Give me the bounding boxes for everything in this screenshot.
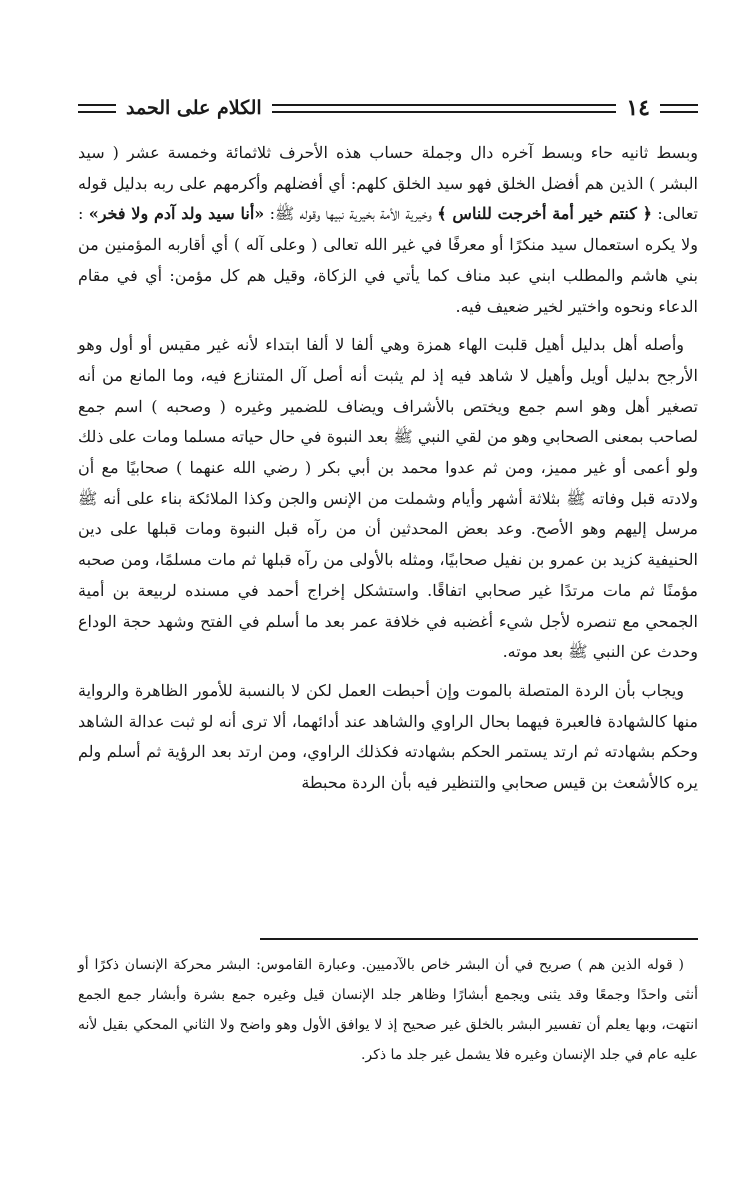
hadith-quote: «أنا سيد ولد آدم ولا فخر» xyxy=(88,204,265,224)
footnote-separator xyxy=(260,938,698,940)
running-title: الكلام على الحمد xyxy=(126,97,262,119)
quran-quote: ﴿ كنتم خير أمة أخرجت للناس ﴾ xyxy=(437,204,653,224)
paragraph-2: وأصله أهل بدليل أهيل قلبت الهاء همزة وهي ألفا لا ألفا ابتداء لأنه غير مقيس أو أول وهو الأرجح بدليل أويل وأهيل لا شاهد فيه إذ لم يثبت أنه أصل آل المتنازع فيه، وما المانع من أنه تصغير أهل وهو اسم جمع ويختص بالأشراف ويضاف للضمير وغيره ( وصحبه ) اسم جمع لصاحب بمعنى الصحابي وهو من لقي النبي ﷺ بعد النبوة في حال حياته مسلما ومات على ذلك ولو أعمى أو غير مميز، ومن ثم عدوا محمد بن أبي بكر ( رضي الله عنهما ) صحابيًا مع أن ولادته قبل وفاته ﷺ بثلاثة أشهر وأيام وشملت من الإنس والجن وكذا الملائكة بناء على أنه ﷺ مرسل إليهم وهو الأصح. وعد بعض المحدثين أن من رآه قبل النبوة ومات قبلها على دين الحنيفية كزيد بن عمرو بن نفيل صحابيًا، ومثله بالأولى من رآه قبلها ثم مات مسلمًا، ومن صحبه مؤمنًا ثم مات مرتدًا غير صحابي اتفاقًا. واستشكل إخراج أحمد في مسنده لربيعة بن أمية الجمحي مع تنصره لأجل شيء أغضبه في خلافة عمر بعد ما أسلم في الفتح وشهد حجة الوداع وحدث عن النبي ﷺ بعد موته. xyxy=(78,335,698,662)
paragraph-1-text-c: : ولا يكره استعمال سيد منكرًا أو معرفًا في غير الله تعالى ( وعلى آله ) أي أقاربه المؤمنين من بني هاشم والمطلب ابني عبد مناف كما يأتي في الزكاة، وقيل هم كل مؤمن: أي في مقام الدعاء ونحوه واختير لخير ضعيف فيه. xyxy=(78,204,698,316)
header-rule-right xyxy=(660,104,698,113)
paragraph-3: ويجاب بأن الردة المتصلة بالموت وإن أحبطت العمل لكن لا بالنسبة للأمور الظاهرة والرواية منها كالشهادة فالعبرة فيهما بحال الراوي والشاهد عند أدائهما، ألا ترى أنه لو ثبت عدالة الشاهد وحكم بشهادته ثم ارتد يستمر الحكم بشهادته فكذلك الراوي، ومن ارتد بعد الرؤية ثم أسلم ولم يره كالأشعث بن قيس صحابي والتنظير فيه بأن الردة محبطة xyxy=(78,680,698,793)
header-rule-middle xyxy=(272,104,617,113)
running-header xyxy=(78,92,698,124)
footnote-text: ( قوله الذين هم ) صريح في أن البشر خاص بالآدميين. وعبارة القاموس: البشر محركة الإنسان ذكرًا أو أنثى واحدًا وجمعًا وقد يثنى ويجمع أبشارًا وظاهر جلد الإنسان قيل وغيره جمع بشرة وأبشار جمع الجمع انتهت، وبها يعلم أن تفسير البشر بالخلق غير صحيح إذ لا يوافق الأول وهو واضح ولا الثاني المحكي بقيل لأنه عليه عام في جلد الإنسان وغيره فلا يشمل غير جلد ما ذكر. xyxy=(78,957,698,1063)
header-rule-left xyxy=(78,104,116,113)
paragraph-1-text-a: وبسط ثانيه حاء وبسط آخره دال وجملة حساب هذه الأحرف ثلاثمائة وخمسة عشر ( سيد البشر ) الذين هم أفضل الخلق فهو سيد الخلق كلهم: أي أفضلهم وأكرمهم على ربه بدليل قوله تعالى: xyxy=(78,143,699,224)
page-number: ١٤ xyxy=(626,95,650,121)
footnote xyxy=(78,950,698,1070)
paragraph-1-text-b: وخيرية الأمة بخيرية نبيها وقوله ﷺ: xyxy=(264,204,438,224)
main-text xyxy=(78,138,698,807)
paragraph-1 xyxy=(78,138,698,322)
